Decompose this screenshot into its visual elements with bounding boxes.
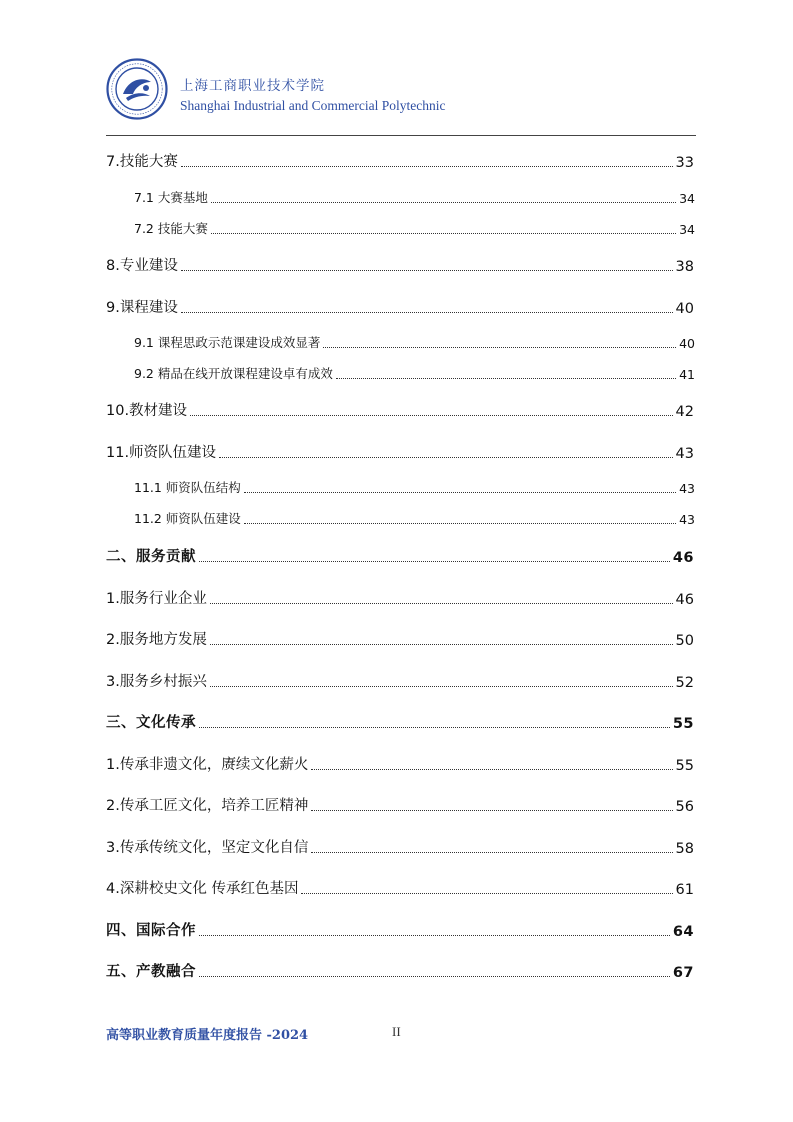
school-name-en: Shanghai Industrial and Commercial Polytechnic (180, 98, 446, 113)
toc-entry[interactable] (106, 254, 694, 275)
toc-entry[interactable] (106, 399, 694, 420)
toc-entry-page: 50 (675, 633, 694, 649)
toc-entry-page: 67 (672, 965, 694, 981)
toc-entry-label: 1.服务行业企业 (106, 591, 207, 607)
toc-entry[interactable] (134, 478, 695, 496)
toc-dot-leader (199, 727, 670, 728)
toc-entry-label: 3.服务乡村振兴 (106, 674, 207, 690)
toc-dot-leader (199, 935, 670, 936)
toc-entry-label: 10.教材建设 (106, 403, 188, 419)
toc-entry[interactable] (134, 333, 695, 351)
toc-entry-page: 64 (672, 924, 694, 940)
toc-entry-label: 7.技能大赛 (106, 154, 178, 170)
toc-entry-page: 46 (672, 550, 694, 566)
toc-entry-label: 9.1 课程思政示范课建设成效显著 (134, 335, 321, 350)
toc-entry[interactable] (134, 219, 695, 237)
toc-entry[interactable] (106, 296, 694, 317)
toc-dot-leader (210, 603, 673, 604)
toc-entry-label: 五、产教融合 (106, 964, 196, 980)
toc-entry-page: 46 (675, 592, 694, 608)
toc-entry[interactable] (106, 670, 694, 691)
toc-dot-leader (211, 202, 676, 203)
toc-entry-page: 55 (675, 758, 694, 774)
toc-dot-leader (323, 347, 676, 348)
toc-entry-label: 11.2 师资队伍建设 (134, 511, 241, 526)
toc-entry-label: 三、文化传承 (106, 715, 196, 731)
toc-dot-leader (181, 166, 673, 167)
toc-dot-leader (311, 769, 672, 770)
footer-page-number: II (392, 1024, 401, 1039)
toc-dot-leader (244, 523, 676, 524)
toc-dot-leader (219, 457, 672, 458)
toc-entry-page: 38 (675, 259, 694, 275)
toc-entry-label: 7.2 技能大赛 (134, 221, 208, 236)
toc-entry-label: 8.专业建设 (106, 258, 178, 274)
toc-entry-page: 41 (679, 367, 695, 382)
toc-entry-label: 2.传承工匠文化，培养工匠精神 (106, 798, 309, 814)
toc-entry-page: 34 (679, 191, 695, 206)
toc-entry-label: 3.传承传统文化，坚定文化自信 (106, 840, 309, 856)
toc-dot-leader (199, 561, 670, 562)
toc-entry-page: 40 (675, 301, 694, 317)
toc-entry-label: 9.课程建设 (106, 300, 178, 316)
toc-dot-leader (311, 810, 672, 811)
toc-dot-leader (181, 270, 673, 271)
toc-dot-leader (311, 852, 672, 853)
toc-dot-leader (199, 976, 670, 977)
toc-entry-label: 4.深耕校史文化 传承红色基因 (106, 881, 299, 897)
toc-dot-leader (181, 312, 673, 313)
toc-dot-leader (190, 415, 672, 416)
toc-entry-page: 56 (675, 799, 694, 815)
toc-entry[interactable] (106, 960, 694, 981)
toc-entry[interactable] (106, 441, 694, 462)
toc-entry[interactable] (106, 794, 694, 815)
toc-entry[interactable] (134, 364, 695, 382)
toc-dot-leader (211, 233, 676, 234)
toc-entry[interactable] (106, 836, 694, 857)
school-name-cn: 上海工商职业技术学院 (180, 78, 325, 94)
toc-entry[interactable] (106, 877, 694, 898)
toc-entry-page: 55 (672, 716, 694, 732)
footer-report-title: 高等职业教育质量年度报告 -2024 (106, 1028, 309, 1043)
toc-entry[interactable] (106, 587, 694, 608)
toc-dot-leader (336, 378, 676, 379)
toc-entry-page: 34 (679, 222, 695, 237)
toc-entry[interactable] (106, 545, 694, 566)
toc-entry[interactable] (106, 753, 694, 774)
toc-entry-label: 1.传承非遗文化，赓续文化薪火 (106, 757, 309, 773)
toc-entry[interactable] (106, 150, 694, 171)
toc-entry-page: 40 (679, 336, 695, 351)
toc-entry-page: 43 (679, 481, 695, 496)
toc-entry[interactable] (134, 509, 695, 527)
toc-entry[interactable] (106, 919, 694, 940)
toc-entry-page: 61 (675, 882, 694, 898)
toc-entry[interactable] (134, 188, 695, 206)
toc-entry-page: 33 (675, 155, 694, 171)
toc-entry-label: 2.服务地方发展 (106, 632, 207, 648)
toc-entry-page: 42 (675, 404, 694, 420)
toc-entry-label: 二、服务贡献 (106, 549, 196, 565)
toc-entry[interactable] (106, 711, 694, 732)
toc-entry-label: 11.师资队伍建设 (106, 445, 217, 461)
toc-entry[interactable] (106, 628, 694, 649)
toc-dot-leader (301, 893, 672, 894)
toc-dot-leader (210, 644, 673, 645)
toc-entry-page: 43 (679, 512, 695, 527)
toc-entry-page: 52 (675, 675, 694, 691)
toc-dot-leader (210, 686, 673, 687)
toc-entry-page: 58 (675, 841, 694, 857)
toc-dot-leader (244, 492, 676, 493)
toc-entry-page: 43 (675, 446, 694, 462)
toc-entry-label: 9.2 精品在线开放课程建设卓有成效 (134, 366, 333, 381)
toc-entry-label: 四、国际合作 (106, 923, 196, 939)
toc-entry-label: 7.1 大赛基地 (134, 190, 208, 205)
toc-entry-label: 11.1 师资队伍结构 (134, 480, 241, 495)
